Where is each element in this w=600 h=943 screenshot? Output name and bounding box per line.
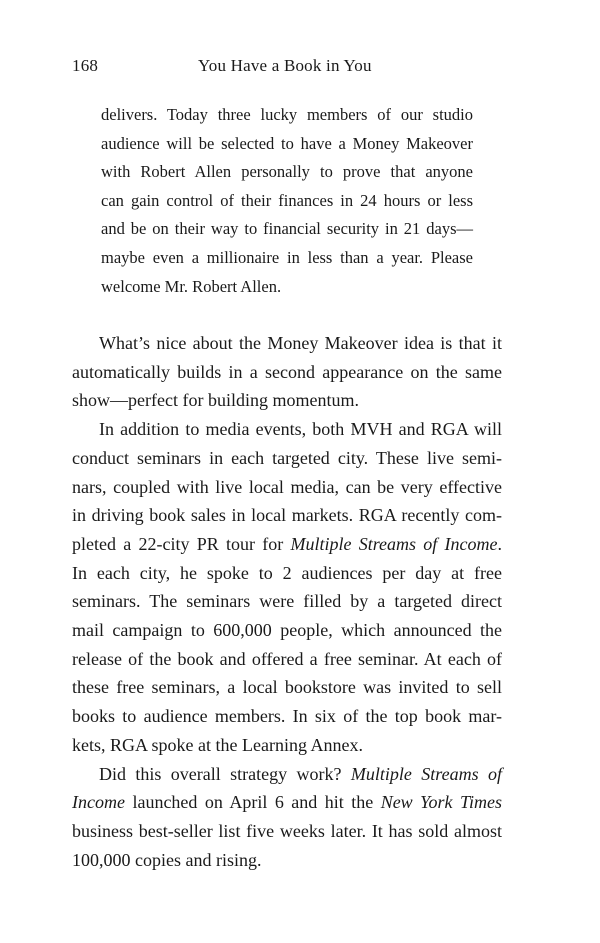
- paragraph-line: [72, 788, 502, 817]
- quoted-passage: [101, 101, 473, 301]
- paragraph-line: these free seminars, a local bookstore was invited to sell: [72, 677, 502, 698]
- paragraph-line: show—perfect for building momentum.: [72, 390, 359, 411]
- paragraph-line: 100,000 copies and rising.: [72, 849, 262, 870]
- quote-line: welcome Mr. Robert Allen.: [101, 276, 282, 296]
- paragraph-line: business best-seller list five weeks later. It has sold almost: [72, 820, 502, 841]
- paragraph-line: In each city, he spoke to 2 audiences per day at free: [72, 562, 502, 583]
- quote-line: audience will be selected to have a Money Makeover: [101, 133, 473, 153]
- paragraph-line: In addition to media events, both MVH and RGA will: [99, 419, 502, 440]
- quote-line: delivers. Today three lucky members of our studio: [101, 105, 473, 124]
- running-title: You Have a Book in You: [198, 56, 372, 75]
- paragraph-line: release of the book and offered a free seminar. At each of: [72, 648, 502, 669]
- body-text: [72, 329, 502, 874]
- publication-italic: New York Times: [380, 792, 502, 813]
- paragraph-line: in driving book sales in local markets. RGA recently com-: [72, 505, 502, 526]
- paragraph-line: [72, 530, 502, 559]
- paragraph-line: What’s nice about the Money Makeover idea is that it: [99, 333, 502, 353]
- book-title-italic: Multiple Streams of Income: [290, 533, 498, 554]
- book-title-italic: Income: [72, 792, 125, 813]
- text-segment: pleted a 22-city PR tour for: [72, 533, 291, 554]
- quote-line: can gain control of their finances in 24 hours or less: [101, 190, 473, 210]
- page-number: 168: [72, 56, 99, 75]
- text-segment: .: [497, 533, 502, 554]
- quote-line: maybe even a millionaire in less than a year. Please: [101, 247, 473, 267]
- text-segment: launched on April 6 and hit the: [124, 792, 381, 813]
- text-segment: Did this overall strategy work?: [99, 763, 351, 784]
- quote-line: and be on their way to financial security in 21 days—: [101, 219, 473, 239]
- book-title-italic: Multiple Streams of: [350, 763, 502, 784]
- quote-line: with Robert Allen personally to prove that anyone: [101, 162, 473, 182]
- paragraph-line: kets, RGA spoke at the Learning Annex.: [72, 734, 363, 755]
- paragraph-line: books to audience members. In six of the top book mar-: [72, 706, 502, 727]
- paragraph-line: conduct seminars in each targeted city. These live semi-: [72, 447, 502, 468]
- paragraph-line: automatically builds in a second appearance on the same: [72, 361, 502, 382]
- paragraph-line: mail campaign to 600,000 people, which announced the: [72, 620, 502, 641]
- paragraph-line: seminars. The seminars were filled by a targeted direct: [72, 591, 502, 612]
- paragraph-line: nars, coupled with live local media, can be very effective: [72, 476, 502, 497]
- paragraph-line: [72, 760, 502, 789]
